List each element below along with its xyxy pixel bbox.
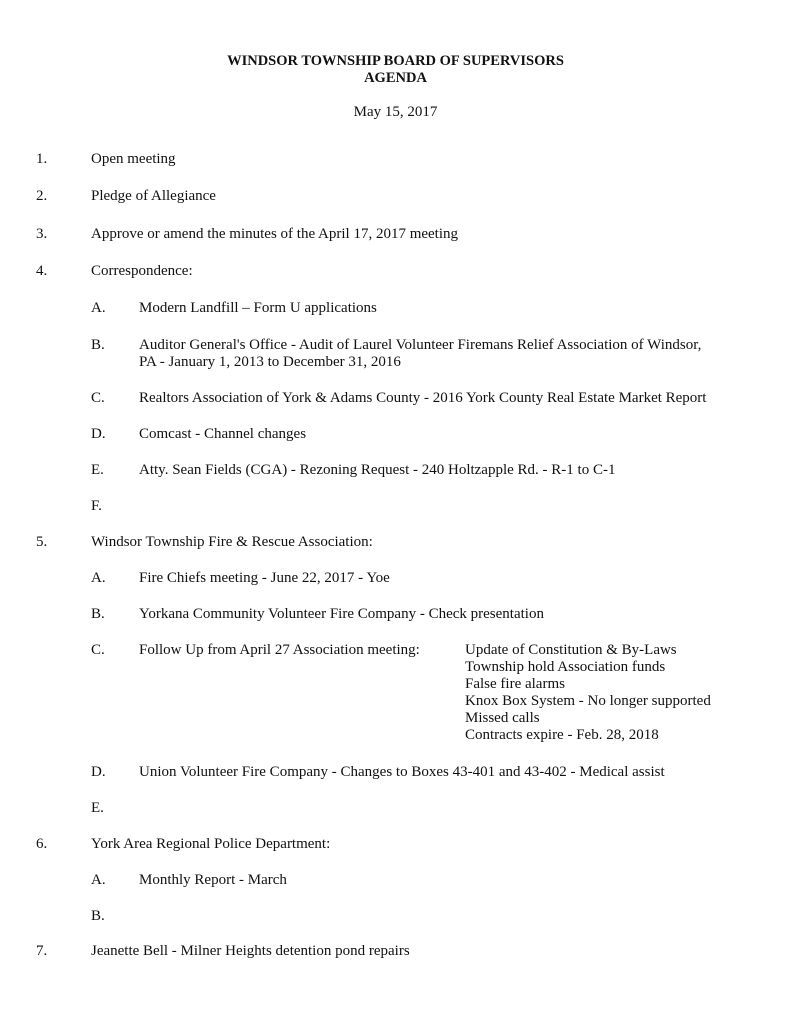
item-number: 4. (36, 263, 48, 279)
item-text: Approve or amend the minutes of the April 17, 2017 meeting (91, 226, 459, 242)
item-number: 2. (36, 188, 48, 204)
subitem-text-line2: PA - January 1, 2013 to December 31, 2016 (139, 354, 401, 370)
subitem-letter: B. (91, 908, 105, 924)
subitem-text: Fire Chiefs meeting - June 22, 2017 - Yoe (139, 570, 390, 586)
topic: Update of Constitution & By-Laws (465, 642, 677, 658)
subitem-letter: D. (91, 426, 106, 442)
subitem-letter: E. (91, 462, 104, 478)
subitem-text: Follow Up from April 27 Association meeting: (139, 642, 420, 658)
item-number: 3. (36, 226, 48, 242)
subitem-letter: F. (91, 498, 102, 514)
subitem-text: Union Volunteer Fire Company - Changes to Boxes 43-401 and 43-402 - Medical assist (139, 764, 665, 780)
topic: Knox Box System - No longer supported (465, 693, 711, 709)
subitem-text: Atty. Sean Fields (CGA) - Rezoning Request - 240 Holtzapple Rd. - R-1 to C-1 (139, 462, 616, 478)
item-number: 7. (36, 943, 48, 959)
subitem-letter: E. (91, 800, 104, 816)
subitem-letter: A. (91, 300, 106, 316)
subitem-text: Monthly Report - March (139, 872, 287, 888)
topic: Missed calls (465, 710, 540, 726)
subitem-letter: C. (91, 642, 105, 658)
topic: False fire alarms (465, 676, 565, 692)
subitem-letter: C. (91, 390, 105, 406)
item-number: 5. (36, 534, 48, 550)
item-number: 1. (36, 151, 48, 167)
document-title: WINDSOR TOWNSHIP BOARD OF SUPERVISORS (227, 53, 564, 69)
meeting-date: May 15, 2017 (353, 104, 438, 120)
item-text: York Area Regional Police Department: (91, 836, 331, 852)
subitem-text: Modern Landfill – Form U applications (139, 300, 377, 316)
subitem-letter: B. (91, 337, 105, 353)
document-subtitle: AGENDA (364, 70, 427, 86)
subitem-letter: D. (91, 764, 106, 780)
item-number: 6. (36, 836, 48, 852)
item-text: Windsor Township Fire & Rescue Association: (91, 534, 373, 550)
subitem-text: Yorkana Community Volunteer Fire Company - Check presentation (139, 606, 544, 622)
subitem-text: Comcast - Channel changes (139, 426, 307, 442)
subitem-letter: A. (91, 872, 106, 888)
item-text: Pledge of Allegiance (91, 188, 216, 204)
subitem-letter: A. (91, 570, 106, 586)
subitem-text-line1: Auditor General's Office - Audit of Laurel Volunteer Firemans Relief Association of Windsor, (139, 337, 702, 353)
item-text: Jeanette Bell - Milner Heights detention pond repairs (91, 943, 410, 959)
topic: Contracts expire - Feb. 28, 2018 (465, 727, 659, 743)
subitem-text: Realtors Association of York & Adams County - 2016 York County Real Estate Market Report (139, 390, 707, 406)
topic: Township hold Association funds (465, 659, 666, 675)
subitem-letter: B. (91, 606, 105, 622)
item-text: Correspondence: (91, 263, 193, 279)
item-text: Open meeting (91, 151, 176, 167)
